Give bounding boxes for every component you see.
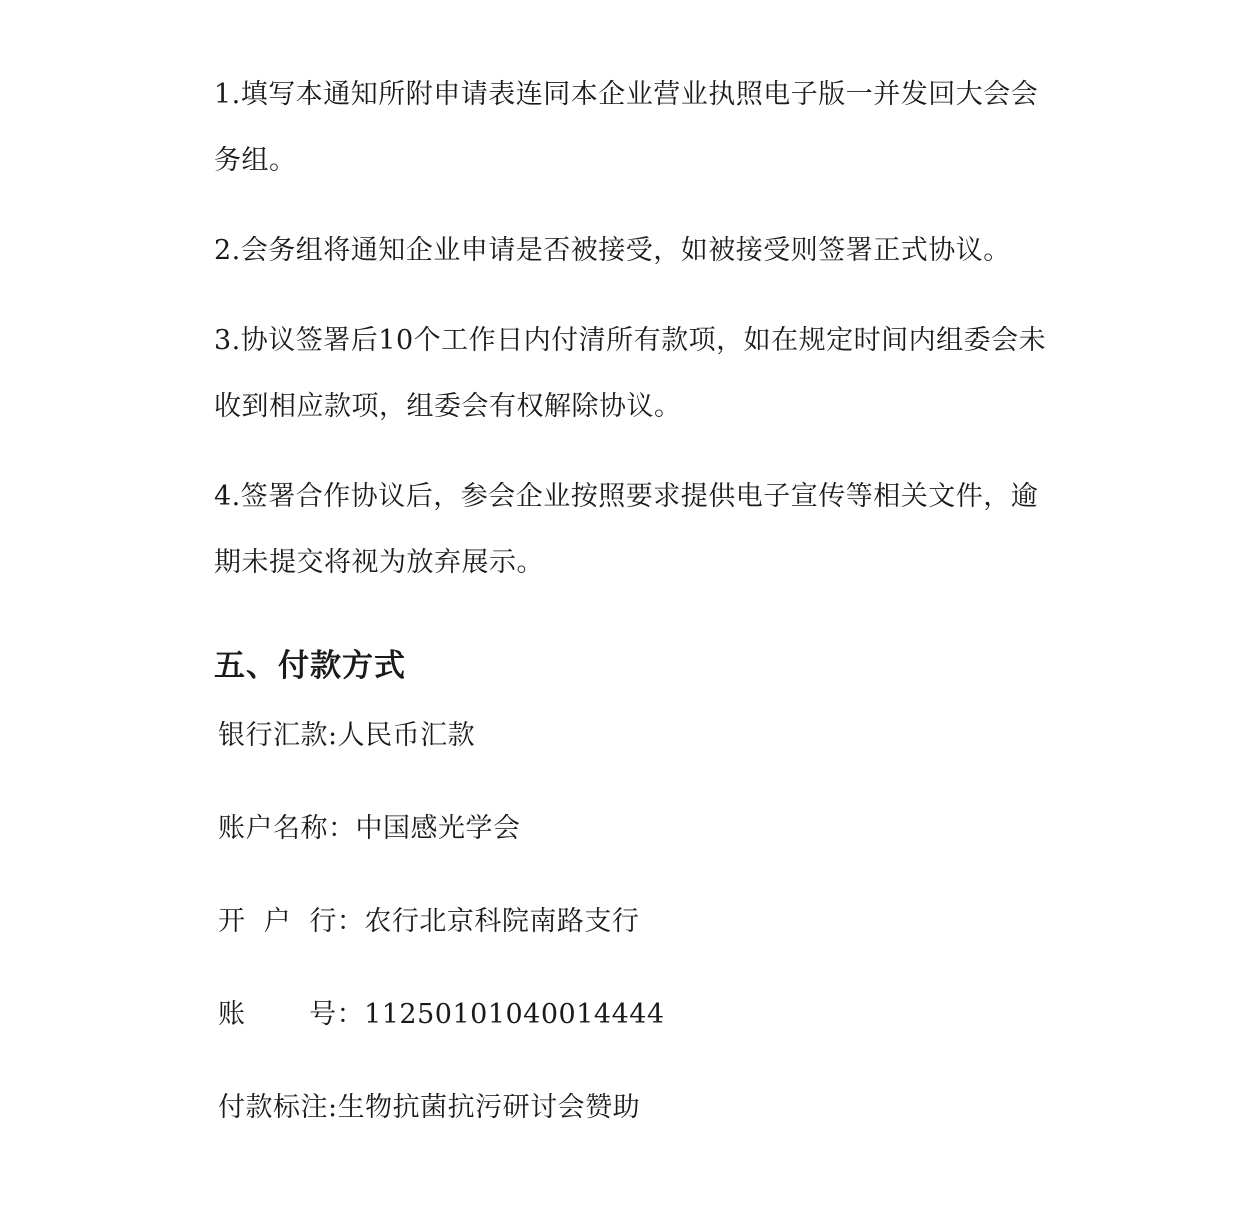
payment-remark: 付款标注:生物抗菌抗污研讨会赞助	[218, 1092, 641, 1123]
step-2: 2.会务组将通知企业申请是否被接受，如被接受则签署正式协议。	[214, 235, 1011, 266]
step-4: 4.签署合作协议后，参会企业按照要求提供电子宣传等相关文件，逾期未提交将视为放弃展示。	[214, 481, 1039, 578]
step-1: 1.填写本通知所附申请表连同本企业营业执照电子版一并发回大会会务组。	[214, 79, 1039, 176]
document-page	[214, 62, 1064, 1181]
bank-branch: 开 户 行：农行北京科院南路支行	[218, 906, 640, 937]
payment-method: 银行汇款:人民币汇款	[218, 720, 476, 751]
payment-section-heading: 五、付款方式	[214, 648, 406, 684]
step-3: 3.协议签署后10个工作日内付清所有款项，如在规定时间内组委会未收到相应款项，组委会有权解除协议。	[214, 325, 1047, 422]
account-number: 账 号：11250101040014444	[218, 999, 665, 1030]
account-name: 账户名称：中国感光学会	[218, 813, 521, 844]
